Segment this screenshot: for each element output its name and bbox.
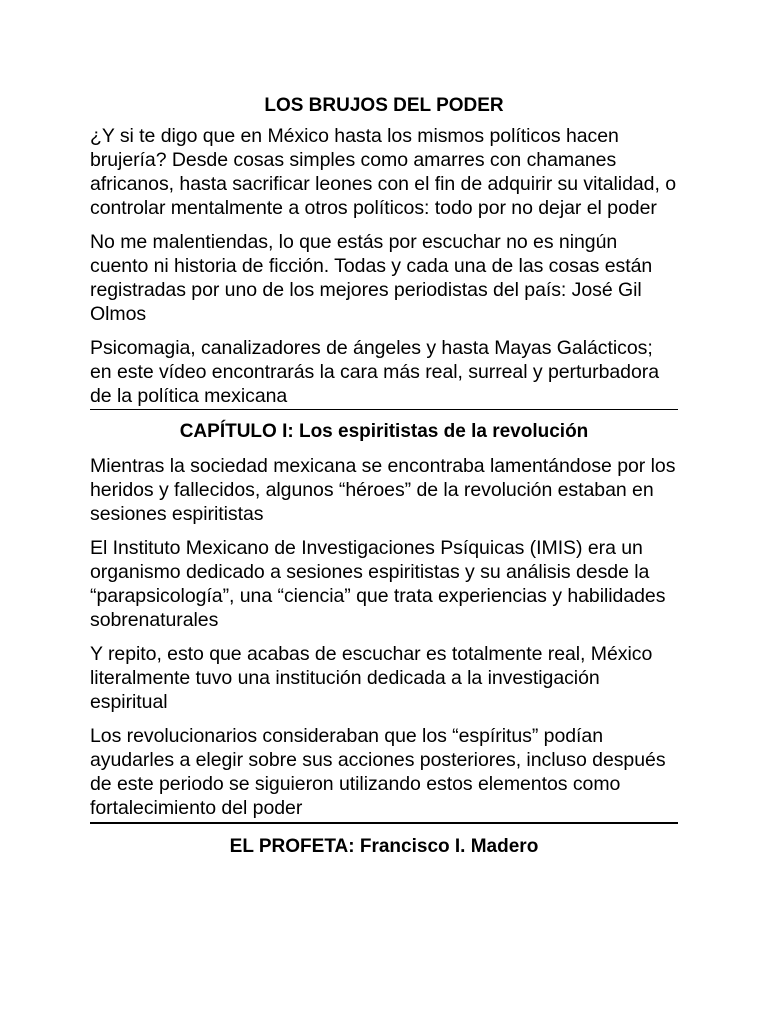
document-title: LOS BRUJOS DEL PODER	[264, 95, 504, 116]
intro-paragraph: Psicomagia, canalizadores de ángeles y hasta Mayas Galácticos; en este vídeo encontrarás la cara más real, surreal y perturbadora de la política mexicana	[90, 337, 659, 407]
section-divider	[90, 409, 678, 410]
chapter-paragraph: Y repito, esto que acabas de escuchar es totalmente real, México literalmente tuvo una institución dedicada a la investigación espiritual	[90, 643, 653, 713]
chapter-paragraph: Mientras la sociedad mexicana se encontraba lamentándose por los heridos y fallecidos, algunos “héroes” de la revolución estaban en sesiones espiritistas	[90, 455, 676, 525]
document-page	[90, 92, 678, 869]
section-divider	[90, 822, 678, 824]
intro-paragraph: No me malentiendas, lo que estás por escuchar no es ningún cuento ni historia de ficción. Todas y cada una de las cosas están registradas por uno de los mejores periodistas del país: José Gil Olmos	[90, 231, 653, 325]
chapter-heading: CAPÍTULO I: Los espiritistas de la revolución	[179, 421, 589, 442]
intro-paragraph: ¿Y si te digo que en México hasta los mismos políticos hacen brujería? Desde cosas simples como amarres con chamanes africanos, hasta sacrificar leones con el fin de adquirir su vitalidad, o controlar mentalmente a otros políticos: todo por no dejar el poder	[90, 125, 676, 219]
chapter-paragraph: Los revolucionarios consideraban que los “espíritus” podían ayudarles a elegir sobre sus acciones posteriores, incluso después de este periodo se siguieron utilizando estos elementos como fortalecimiento del poder	[90, 725, 666, 819]
section-heading: EL PROFETA: Francisco I. Madero	[229, 836, 539, 857]
chapter-paragraph: El Instituto Mexicano de Investigaciones Psíquicas (IMIS) era un organismo dedicado a sesiones espiritistas y su análisis desde la “parapsicología”, una “ciencia” que trata experiencias y habilidades sobrenaturales	[90, 537, 666, 631]
